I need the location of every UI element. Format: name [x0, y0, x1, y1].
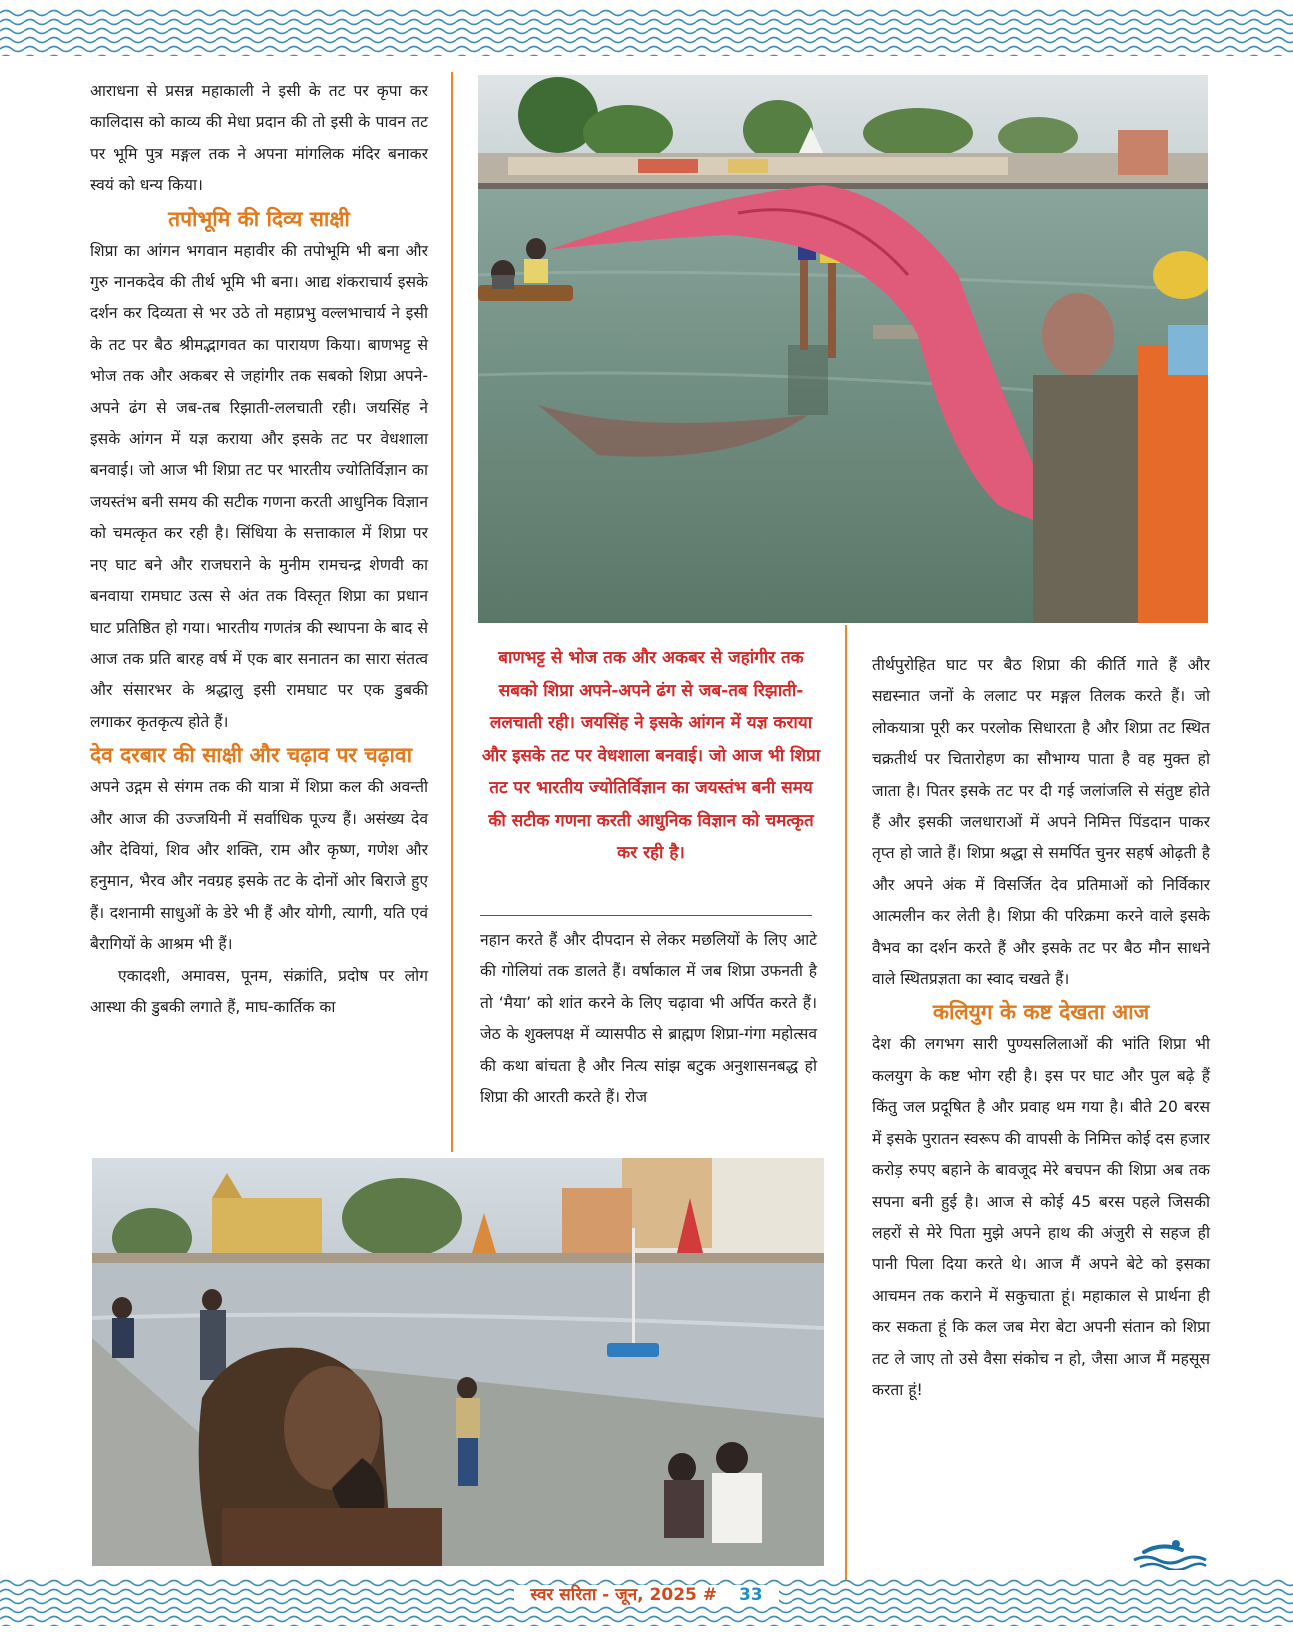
- photo-river-offering: [478, 75, 1208, 623]
- heading-dev-darbar: देव दरबार की साक्षी और चढ़ाव पर चढ़ावा: [90, 743, 413, 768]
- left-para-1: आराधना से प्रसन्न महाकाली ने इसी के तट पर कृपा कर कालिदास को काव्य की मेधा प्रदान की तो इसी के पावन तट पर भूमि पुत्र मङ्गल तक ने अपना मांगलिक मंदिर बनाकर स्वयं को धन्य किया।: [90, 82, 428, 195]
- pull-quote-rule: [480, 915, 812, 916]
- top-wave-border: [0, 8, 1293, 56]
- page-footer: [0, 1582, 1293, 1605]
- right-column: [872, 650, 1210, 1406]
- heading-kaliyug: कलियुग के कष्ट देखता आज: [932, 1000, 1150, 1025]
- left-column: [90, 76, 428, 1023]
- photo-ghat-sadhu: [92, 1158, 824, 1566]
- left-para-2: शिप्रा का आंगन भगवान महावीर की तपोभूमि भी बना और गुरु नानकदेव की तीर्थ भूमि भी बना। आद्य शंकराचार्य इसके दर्शन कर दिव्यता से भर उठे तो महाप्रभु वल्लभाचार्य ने इसी के तट पर बैठ श्रीमद्भागवत का पारायण किया। बाणभट्ट से भोज तक और अकबर से जहांगीर तक सबको शिप्रा अपने-अपने ढंग से जब-तब रिझाती-ललचाती रही। जयसिंह ने इसके आंगन में यज्ञ कराया और इसके तट पर वेधशाला बनवाई। जो आज भी शिप्रा तट पर भारतीय ज्योतिर्विज्ञान का जयस्तंभ बनी समय की सटीक गणना करती आधुनिक विज्ञान को चमत्कृत कर रही है। सिंधिया के सत्ताकाल में शिप्रा पर नए घाट बने और राजघराने के मुनीम रामचन्द्र शेणवी का बनवाया रामघाट उत्स से अंत तक विस्तृत शिप्रा का प्रधान घाट प्रतिष्ठित हो गया। भारतीय गणतंत्र की स्थापना के बाद से आज तक प्रति बारह वर्ष में एक बार सनातन का सारा संतत्व और संसारभर के श्रद्धालु इसी रामघाट पर एक डुबकी लगाकर कृतकृत्य होते हैं।: [90, 241, 428, 731]
- right-para-1: तीर्थपुरोहित घाट पर बैठ शिप्रा की कीर्ति गाते हैं और सद्यस्नात जनों के ललाट पर मङ्गल तिलक करते हैं। जो लोकयात्रा पूरी कर परलोक सिधारता है और शिप्रा तट स्थित चक्रतीर्थ पर चितारोहण का सौभाग्य पाता है वह मुक्त हो जाता है। पितर इसके तट पर दी गई जलांजलि से संतुष्ट होते हैं और इसकी जलधाराओं में अपने निमित्त पिंडदान पाकर तृप्त हो जाते हैं। शिप्रा श्रद्धा से समर्पित चुनर सहर्ष ओढ़ती है और अपने अंक में विसर्जित देव प्रतिमाओं को निर्विकार आत्मलीन कर लेती है। शिप्रा की परिक्रमा करने वाले इसके वैभव का दर्शन करते हैं और इसके तट पर बैठ मौन साधने वाले स्थितप्रज्ञता का स्वाद चखते हैं।: [872, 656, 1210, 989]
- wave-pattern-top: [0, 8, 1293, 56]
- right-para-2: देश की लगभग सारी पुण्यसलिलाओं की भांति शिप्रा भी कलयुग के कष्ट भोग रही है। इस पर घाट और पुल बढ़े हैं किंतु जल प्रदूषित है और प्रवाह थम गया है। बीते 20 बरस में इसके पुरातन स्वरूप की वापसी के निमित्त कोई दस हजार करोड़ रुपए बहाने के बावजूद मेरे बचपन की शिप्रा अब तक सपना बनी हुई है। आज से कोई 45 बरस पहले जिसकी लहरों से मेरे पिता मुझे अपने हाथ की अंजुरी से सहज ही पानी पिला दिया करते थे। आज मैं अपने बेटे को इसका आचमन तक कराने में सकुचाता हूं। महाकाल से प्रार्थना ही कर सकता हूं कि कल जब मेरा बेटा अपनी संतान को शिप्रा तट ले जाए तो उसे वैसा संकोच न हो, जैसा आज मैं महसूस करता हूं!: [872, 1035, 1210, 1399]
- left-para-3: अपने उद्गम से संगम तक की यात्रा में शिप्रा कल की अवन्ती और आज की उज्जयिनी में सर्वाधिक पूज्य हैं। असंख्य देव और देवियां, शिव और शक्ति, राम और कृष्ण, गणेश और हनुमान, भैरव और नवग्रह इसके तट के दोनों ओर बिराजे हुए हैं। दशनामी साधुओं के डेरे भी हैं और योगी, त्यागी, यति एवं बैरागियों के आश्रम भी हैं।: [90, 778, 428, 954]
- river-offering-image: [478, 75, 1208, 623]
- swimmer-logo: [1132, 1536, 1208, 1574]
- column-divider-left: [451, 72, 453, 1152]
- ghat-sadhu-image: [92, 1158, 824, 1566]
- footer-magazine-title: स्वर सरिता - जून, 2025 #: [522, 1585, 725, 1605]
- middle-column: [480, 925, 817, 1113]
- heading-tapobhumi: तपोभूमि की दिव्य साक्षी: [168, 206, 350, 231]
- column-divider-right: [845, 625, 847, 1580]
- page-number: 33: [731, 1585, 771, 1605]
- pull-quote: बाणभट्ट से भोज तक और अकबर से जहांगीर तक सबको शिप्रा अपने-अपने ढंग से जब-तब रिझाती-ललचाती रही। जयसिंह ने इसके आंगन में यज्ञ कराया और इसके तट पर वेधशाला बनवाई। जो आज भी शिप्रा तट पर भारतीय ज्योतिर्विज्ञान का जयस्तंभ बनी समय की सटीक गणना करती आधुनिक विज्ञान को चमत्कृत कर रही है।: [481, 648, 821, 863]
- swimmer-wave-icon: [1132, 1536, 1208, 1570]
- middle-para-1: नहान करते हैं और दीपदान से लेकर मछलियों के लिए आटे की गोलियां तक डालते हैं। वर्षाकाल में जब शिप्रा उफनती है तो ‘मैया’ को शांत करने के लिए चढ़ावा भी अर्पित करते हैं। जेठ के शुक्लपक्ष में व्यासपीठ से ब्राह्मण शिप्रा-गंगा महोत्सव की कथा बांचता है और नित्य सांझ बटुक अनुशासनबद्ध हो शिप्रा की आरती करते हैं। रोज: [480, 931, 817, 1107]
- left-para-4: एकादशी, अमावस, पूनम, संक्रांति, प्रदोष पर लोग आस्था की डुबकी लगाते हैं, माघ-कार्तिक का: [90, 966, 428, 1016]
